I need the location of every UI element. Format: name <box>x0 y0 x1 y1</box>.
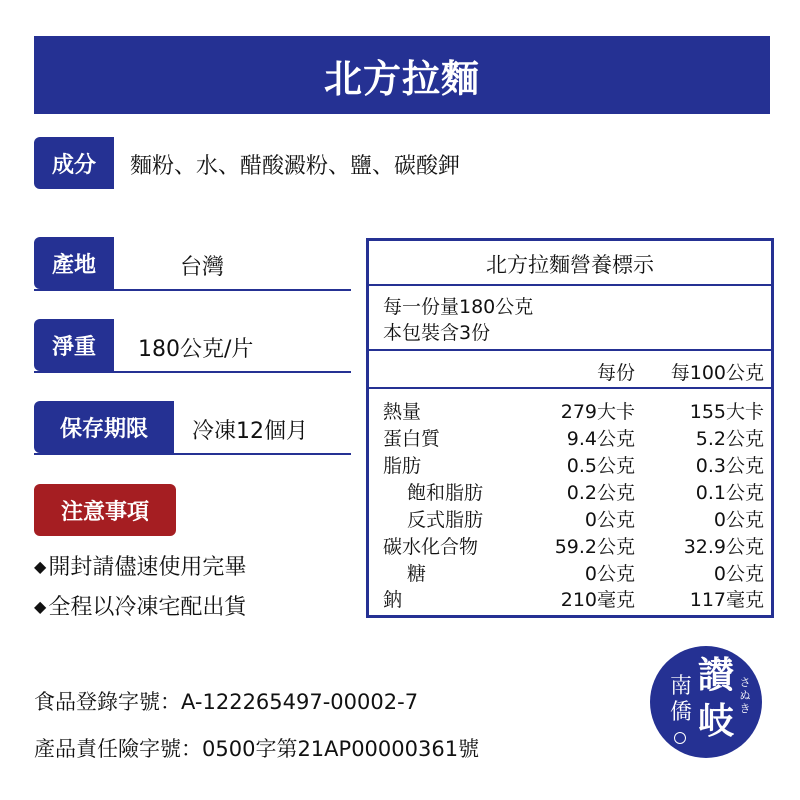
shelf-life-value: 冷凍12個月 <box>192 419 308 444</box>
net-weight-label: 淨重 <box>34 319 114 371</box>
nutrient-per-100g: 117毫克 <box>689 589 764 611</box>
origin-label: 產地 <box>34 237 114 289</box>
nutrient-per-serving: 0.5公克 <box>566 455 635 477</box>
nutrient-name: 飽和脂肪 <box>407 482 484 504</box>
shelf-life-label: 保存期限 <box>34 401 174 453</box>
nutrient-per-100g: 155大卡 <box>689 401 764 423</box>
nutrient-name: 反式脂肪 <box>407 509 484 531</box>
nutrient-per-100g: 0.1公克 <box>695 482 764 504</box>
liability-insurance-number: 產品責任險字號：0500字第21AP00000361號 <box>34 737 480 761</box>
shelf-life-underline <box>34 453 351 455</box>
logo-mark-icon <box>674 732 686 744</box>
notice-item <box>34 590 246 621</box>
diamond-bullet-icon: ◆ <box>34 557 47 576</box>
nutrient-per-serving: 279大卡 <box>560 401 635 423</box>
nutrition-divider <box>369 284 771 286</box>
nutrient-per-serving: 0公克 <box>584 563 635 585</box>
serving-size: 每一份量180公克 <box>383 296 534 318</box>
nutrient-per-100g: 0.3公克 <box>695 455 764 477</box>
notice-item-text: 開封請儘速使用完畢 <box>48 555 247 580</box>
title-banner <box>34 36 770 114</box>
origin-value: 台灣 <box>180 255 225 280</box>
col-header-per-100g: 每100公克 <box>670 362 764 384</box>
nutrient-per-serving: 9.4公克 <box>566 428 635 450</box>
nutrition-divider <box>369 349 771 351</box>
nutrient-name: 糖 <box>407 563 427 585</box>
net-weight-underline <box>34 371 351 373</box>
nutrient-per-serving: 59.2公克 <box>554 536 635 558</box>
nutrient-per-100g: 5.2公克 <box>695 428 764 450</box>
col-header-per-serving: 每份 <box>596 362 635 384</box>
notice-item <box>34 550 246 581</box>
nutrient-name: 脂肪 <box>383 455 422 477</box>
nutrition-divider <box>369 387 771 389</box>
nutrient-per-serving: 0公克 <box>584 509 635 531</box>
notice-label: 注意事項 <box>34 484 176 536</box>
nutrient-name: 鈉 <box>383 589 403 611</box>
nutrient-per-100g: 0公克 <box>713 509 764 531</box>
nutrient-per-serving: 0.2公克 <box>566 482 635 504</box>
nutrient-per-serving: 210毫克 <box>560 589 635 611</box>
diamond-bullet-icon: ◆ <box>34 597 47 616</box>
page-title: 北方拉麵 <box>323 56 480 101</box>
nutrient-per-100g: 0公克 <box>713 563 764 585</box>
brand-logo <box>650 646 762 758</box>
nutrition-title: 北方拉麵營養標示 <box>486 253 654 277</box>
food-registration-number: 食品登錄字號：A-122265497-00002-7 <box>34 690 419 714</box>
nutrient-name: 熱量 <box>383 401 422 423</box>
origin-underline <box>34 289 351 291</box>
logo-main-text: 讃岐 <box>697 654 734 742</box>
logo-side-text: 南僑 <box>669 674 692 725</box>
nutrient-name: 蛋白質 <box>383 428 441 450</box>
nutrient-per-100g: 32.9公克 <box>683 536 764 558</box>
ingredients-label: 成分 <box>34 137 114 189</box>
net-weight-value: 180公克/片 <box>138 337 254 362</box>
servings-per-package: 本包裝含3份 <box>383 322 491 344</box>
logo-kana-text: さぬき <box>739 676 751 715</box>
nutrition-table <box>366 238 774 618</box>
ingredients-value: 麵粉、水、醋酸澱粉、鹽、碳酸鉀 <box>130 154 461 179</box>
nutrient-name: 碳水化合物 <box>383 536 479 558</box>
notice-item-text: 全程以冷凍宅配出貨 <box>48 595 247 620</box>
